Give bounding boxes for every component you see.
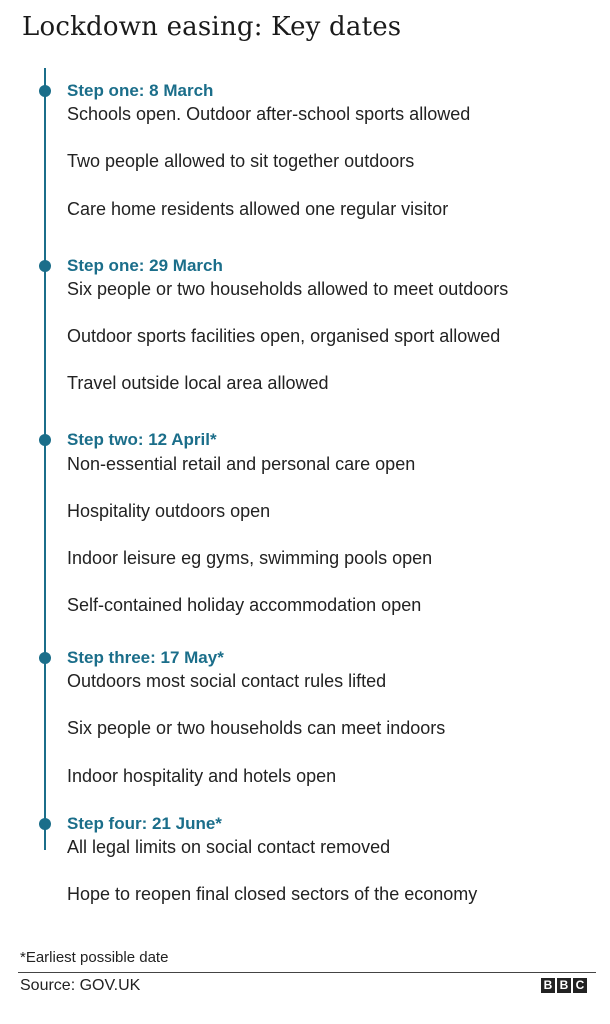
step-item: Care home residents allowed one regular visitor bbox=[67, 199, 449, 219]
timeline-line bbox=[44, 68, 46, 850]
step-item: Non-essential retail and personal care open bbox=[67, 454, 416, 474]
step-item: Outdoor sports facilities open, organised sport allowed bbox=[67, 326, 501, 346]
step-heading: Step four: 21 June* bbox=[67, 814, 222, 833]
step-item: Outdoors most social contact rules lifted bbox=[67, 671, 387, 691]
page-title: Lockdown easing: Key dates bbox=[22, 12, 402, 42]
timeline-dot bbox=[39, 260, 51, 272]
step-item: Six people or two households allowed to meet outdoors bbox=[67, 279, 509, 299]
step-item: All legal limits on social contact removed bbox=[67, 837, 391, 857]
divider bbox=[18, 972, 596, 973]
step-item: Indoor hospitality and hotels open bbox=[67, 766, 337, 786]
footnote: *Earliest possible date bbox=[20, 949, 169, 966]
step-item: Two people allowed to sit together outdoors bbox=[67, 151, 415, 171]
step-item: Indoor leisure eg gyms, swimming pools open bbox=[67, 548, 433, 568]
timeline-dot bbox=[39, 652, 51, 664]
bbc-logo bbox=[541, 978, 587, 993]
step-heading: Step two: 12 April* bbox=[67, 430, 217, 449]
timeline-dot bbox=[39, 818, 51, 830]
step-heading: Step three: 17 May* bbox=[67, 648, 224, 667]
step-item: Hospitality outdoors open bbox=[67, 501, 271, 521]
bbc-logo-letter: B bbox=[557, 978, 571, 993]
step-item: Six people or two households can meet indoors bbox=[67, 718, 446, 738]
timeline-dot bbox=[39, 85, 51, 97]
bbc-logo-letter: C bbox=[573, 978, 587, 993]
step-item: Travel outside local area allowed bbox=[67, 373, 329, 393]
bbc-logo-letter: B bbox=[541, 978, 555, 993]
source-credit: Source: GOV.UK bbox=[20, 977, 141, 994]
step-heading: Step one: 29 March bbox=[67, 256, 223, 275]
step-item: Hope to reopen final closed sectors of the economy bbox=[67, 884, 478, 904]
step-heading: Step one: 8 March bbox=[67, 81, 214, 100]
timeline-dot bbox=[39, 434, 51, 446]
step-item: Self-contained holiday accommodation open bbox=[67, 595, 422, 615]
step-item: Schools open. Outdoor after-school sports allowed bbox=[67, 104, 471, 124]
